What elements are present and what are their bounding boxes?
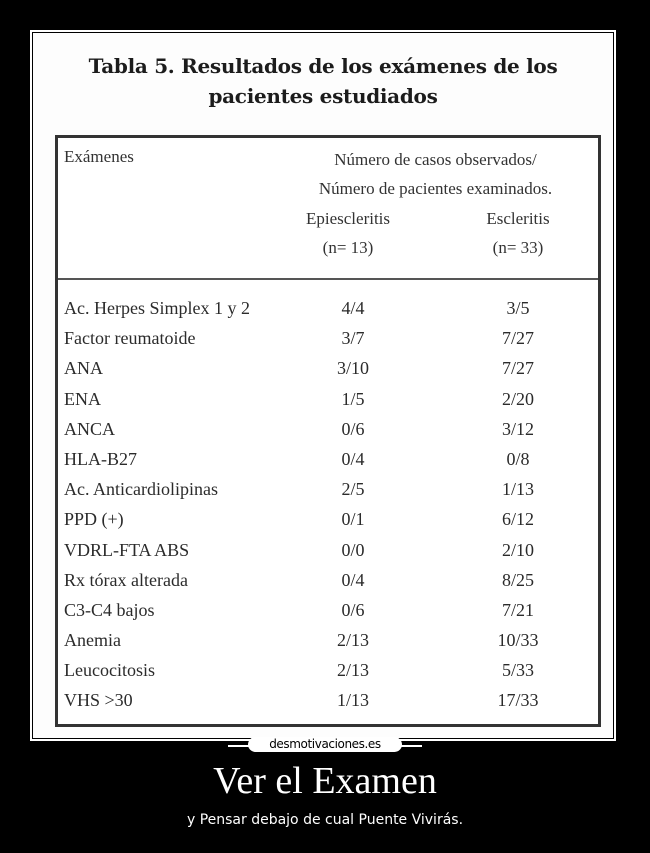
header-divider (58, 278, 598, 280)
table-row (58, 387, 598, 417)
epiescleritis-value: 0/0 (341, 539, 365, 560)
escleritis-value: 2/20 (501, 388, 534, 409)
epiescleritis-value: 2/5 (341, 479, 365, 500)
epiescleritis-value: 1/5 (341, 388, 365, 409)
escleritis-value: 3/5 (506, 298, 530, 318)
escleritis-value: 7/27 (501, 328, 534, 349)
epiescleritis-value: 1/13 (336, 690, 369, 711)
table-row (58, 507, 598, 537)
epiescleritis-value: 0/4 (341, 569, 365, 590)
table-row (58, 417, 598, 447)
epiescleritis-value: 3/7 (341, 328, 365, 349)
poster-headline: Ver el Examen (213, 760, 437, 802)
escleritis-value: 6/12 (501, 509, 534, 530)
escleritis-value: 7/27 (501, 358, 534, 379)
exam-name: Leucocitosis (64, 660, 155, 681)
exam-name: Ac. Anticardiolipinas (64, 479, 218, 500)
table-row (58, 477, 598, 507)
brand-banner (0, 737, 650, 753)
header-exams: Exámenes (64, 147, 134, 166)
epiescleritis-value: 0/4 (341, 448, 365, 469)
epiescleritis-value: 2/13 (336, 630, 369, 651)
epiescleritis-value: 4/4 (341, 298, 365, 318)
table-row (58, 568, 598, 598)
header-epiescleritis-name: Epiescleritis (305, 209, 391, 228)
brand-logo[interactable]: desmotivaciones.es (248, 737, 402, 752)
escleritis-value: 17/33 (497, 690, 539, 711)
escleritis-value: 3/12 (501, 418, 534, 439)
exam-name: VHS >30 (64, 690, 133, 711)
exam-name: ANCA (64, 418, 116, 439)
epiescleritis-value: 0/6 (341, 418, 365, 439)
brand-line-right (400, 745, 422, 747)
table-row (58, 628, 598, 658)
header-epiescleritis (273, 204, 423, 262)
epiescleritis-value: 2/13 (336, 660, 369, 681)
table-image (33, 33, 613, 738)
exam-name: Anemia (64, 630, 121, 651)
table-row (58, 598, 598, 628)
escleritis-value: 2/10 (501, 539, 534, 560)
exam-name: ANA (64, 358, 103, 379)
table-title (33, 51, 613, 111)
table-title-line-1: Tabla 5. Resultados de los exámenes de los (88, 54, 558, 78)
table-row (58, 658, 598, 688)
epiescleritis-value: 0/1 (341, 509, 365, 530)
table-row (58, 296, 598, 326)
escleritis-value: 10/33 (497, 630, 539, 651)
exam-name: C3-C4 bajos (64, 599, 155, 620)
exam-name: Rx tórax alterada (64, 569, 188, 590)
header-epiescleritis-n: (n= 13) (322, 238, 374, 257)
epiescleritis-value: 3/10 (336, 358, 369, 379)
exam-name: PPD (+) (64, 509, 124, 530)
table-row (58, 688, 598, 718)
header-escleritis-name: Escleritis (486, 209, 550, 228)
table-body (58, 296, 598, 719)
table-row (58, 326, 598, 356)
header-group (273, 145, 598, 203)
table-row (58, 447, 598, 477)
table-row (58, 356, 598, 386)
header-group-line-1: Número de casos observados/ (334, 150, 537, 169)
brand-line-left (228, 745, 250, 747)
escleritis-value: 0/8 (506, 448, 530, 469)
poster-subline: y Pensar debajo de cual Puente Vivirás. (186, 812, 464, 828)
exam-name: VDRL-FTA ABS (64, 539, 190, 560)
header-group-line-2: Número de pacientes examinados. (318, 179, 553, 198)
escleritis-value: 5/33 (501, 660, 534, 681)
results-table (55, 135, 601, 727)
escleritis-value: 7/21 (501, 599, 534, 620)
table-title-line-2: pacientes estudiados (208, 84, 438, 108)
exam-name: Ac. Herpes Simplex 1 y 2 (64, 298, 250, 318)
table-row (58, 538, 598, 568)
header-escleritis (443, 204, 593, 262)
exam-name: ENA (64, 388, 101, 409)
header-escleritis-n: (n= 33) (492, 238, 544, 257)
escleritis-value: 1/13 (501, 479, 534, 500)
escleritis-value: 8/25 (501, 569, 534, 590)
exam-name: HLA-B27 (64, 448, 137, 469)
exam-name: Factor reumatoide (64, 328, 196, 349)
epiescleritis-value: 0/6 (341, 599, 365, 620)
